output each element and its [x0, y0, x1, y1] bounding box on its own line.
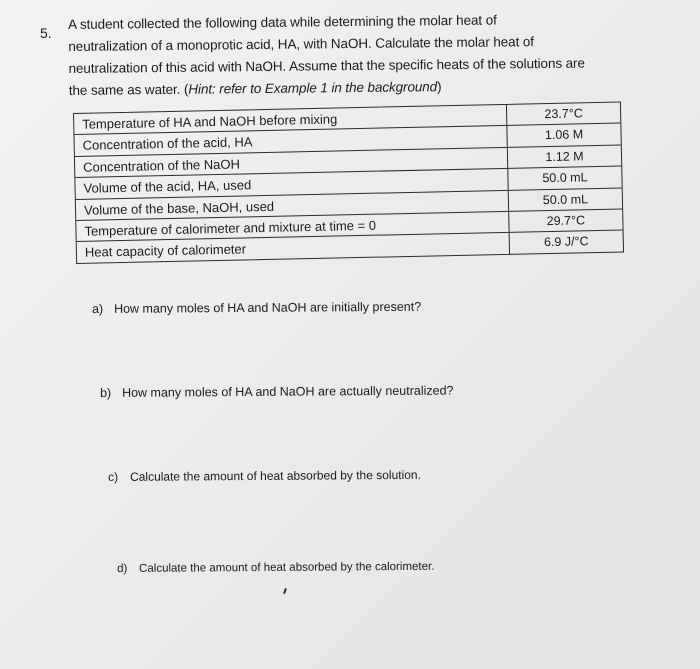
data-table — [73, 102, 624, 264]
question-line-1: A student collected the following data while determining the molar heat of — [68, 12, 497, 32]
table-label-cell: Heat capacity of calorimeter — [77, 233, 510, 263]
sub-question-text: Calculate the amount of heat absorbed by the solution. — [129, 467, 421, 484]
sub-question-text: Calculate the amount of heat absorbed by the calorimeter. — [138, 560, 435, 575]
table-label-cell: Temperature of HA and NaOH before mixing — [74, 105, 507, 134]
question-line-4-suffix: ) — [436, 79, 442, 95]
sub-question-marker: c) — [108, 469, 119, 484]
sub-question-marker: b) — [100, 385, 112, 400]
table-value-cell: 6.9 J/°C — [543, 234, 589, 250]
table-label-cell: Volume of the acid, HA, used — [75, 169, 508, 198]
question-line-3: neutralization of this acid with NaOH. Assume that the specific heats of the solutions are — [68, 55, 585, 76]
question-line-4-prefix: the same as water. ( — [68, 81, 189, 98]
sub-question-d — [117, 561, 434, 575]
table-label-cell: Concentration of the NaOH — [75, 148, 508, 177]
sub-question-text: How many moles of HA and NaOH are actually neutralized? — [121, 383, 454, 400]
table-value-cell: 1.12 M — [545, 149, 584, 164]
question-prompt — [68, 8, 649, 102]
table-value-cell: 50.0 mL — [542, 191, 589, 207]
table-value-cell: 50.0 mL — [542, 170, 588, 186]
question-number: 5. — [40, 25, 52, 41]
question-line-2: neutralization of a monoprotic acid, HA, with NaOH. Calculate the molar heat of — [68, 34, 534, 54]
table-label-cell: Temperature of calorimeter and mixture at time = 0 — [76, 212, 509, 241]
table-value-cell: 1.06 M — [544, 127, 584, 143]
sub-question-a — [92, 300, 421, 316]
sub-question-c — [108, 468, 421, 484]
question-hint: Hint: refer to Example 1 in the background — [188, 79, 438, 97]
table-value-cell: 23.7°C — [544, 106, 583, 122]
sub-question-marker: a) — [92, 301, 104, 316]
table-value-cell: 29.7°C — [546, 213, 586, 229]
question-line-4 — [69, 74, 649, 102]
table-label-cell: Volume of the base, NaOH, used — [76, 190, 509, 219]
sub-question-b — [100, 384, 454, 400]
table-label-cell: Concentration of the acid, HA — [74, 126, 507, 155]
pen-mark — [283, 588, 287, 594]
sub-question-text: How many moles of HA and NaOH are initially present? — [113, 299, 422, 316]
sub-question-marker: d) — [117, 562, 128, 575]
